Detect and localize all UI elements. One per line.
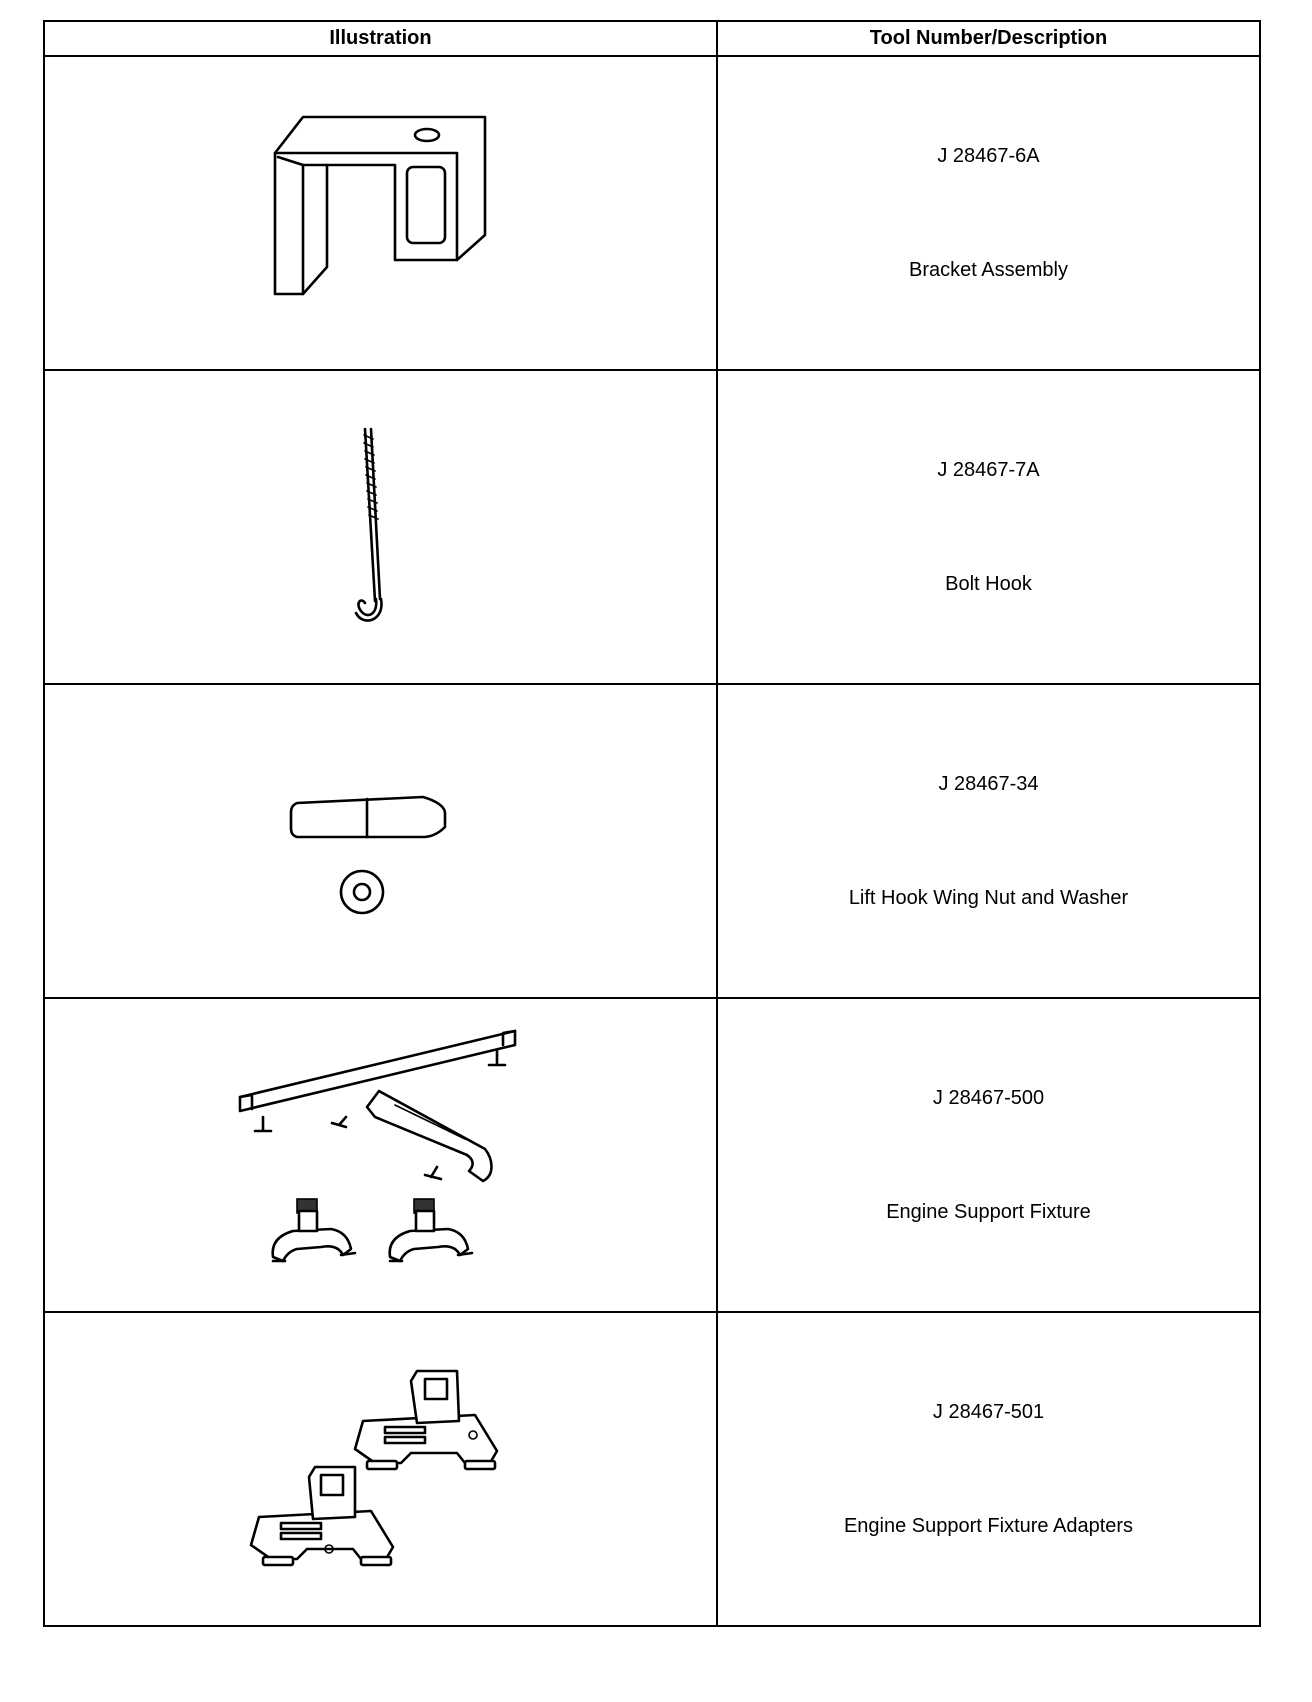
tool-description: Bolt Hook: [945, 573, 1032, 595]
illustration-cell: [44, 684, 717, 998]
tool-description-cell: [717, 684, 1260, 998]
tool-description-cell: [717, 56, 1260, 370]
header-tool-number: Tool Number/Description: [717, 21, 1260, 56]
table-row: [44, 684, 1260, 998]
tool-number: J 28467-6A: [937, 145, 1040, 167]
table-row: [44, 370, 1260, 684]
table-row: [44, 998, 1260, 1312]
engine-support-fixture-icon: [45, 999, 716, 1311]
table-row: [44, 56, 1260, 370]
wing-nut-washer-icon: [45, 685, 716, 997]
table-header-row: [44, 21, 1260, 56]
tool-number: J 28467-500: [932, 1087, 1045, 1109]
tool-description: Engine Support Fixture: [886, 1201, 1091, 1223]
illustration-cell: [44, 998, 717, 1312]
bolt-hook-icon: [45, 371, 716, 683]
tool-description: Lift Hook Wing Nut and Washer: [848, 887, 1129, 909]
illustration-cell: [44, 370, 717, 684]
tool-number: J 28467-7A: [937, 459, 1040, 481]
fixture-adapters-icon: [45, 1313, 716, 1625]
tool-description: Engine Support Fixture Adapters: [843, 1515, 1134, 1537]
table-row: [44, 1312, 1260, 1626]
illustration-cell: [44, 1312, 717, 1626]
tool-number: J 28467-34: [938, 773, 1039, 795]
tool-number: J 28467-501: [932, 1401, 1045, 1423]
tools-table: [43, 20, 1261, 1627]
tool-description-cell: [717, 1312, 1260, 1626]
illustration-cell: [44, 56, 717, 370]
tool-description-cell: [717, 370, 1260, 684]
tool-description: Bracket Assembly: [909, 259, 1068, 281]
tool-description-cell: [717, 998, 1260, 1312]
bracket-assembly-icon: [45, 57, 716, 369]
header-illustration: Illustration: [44, 21, 717, 56]
